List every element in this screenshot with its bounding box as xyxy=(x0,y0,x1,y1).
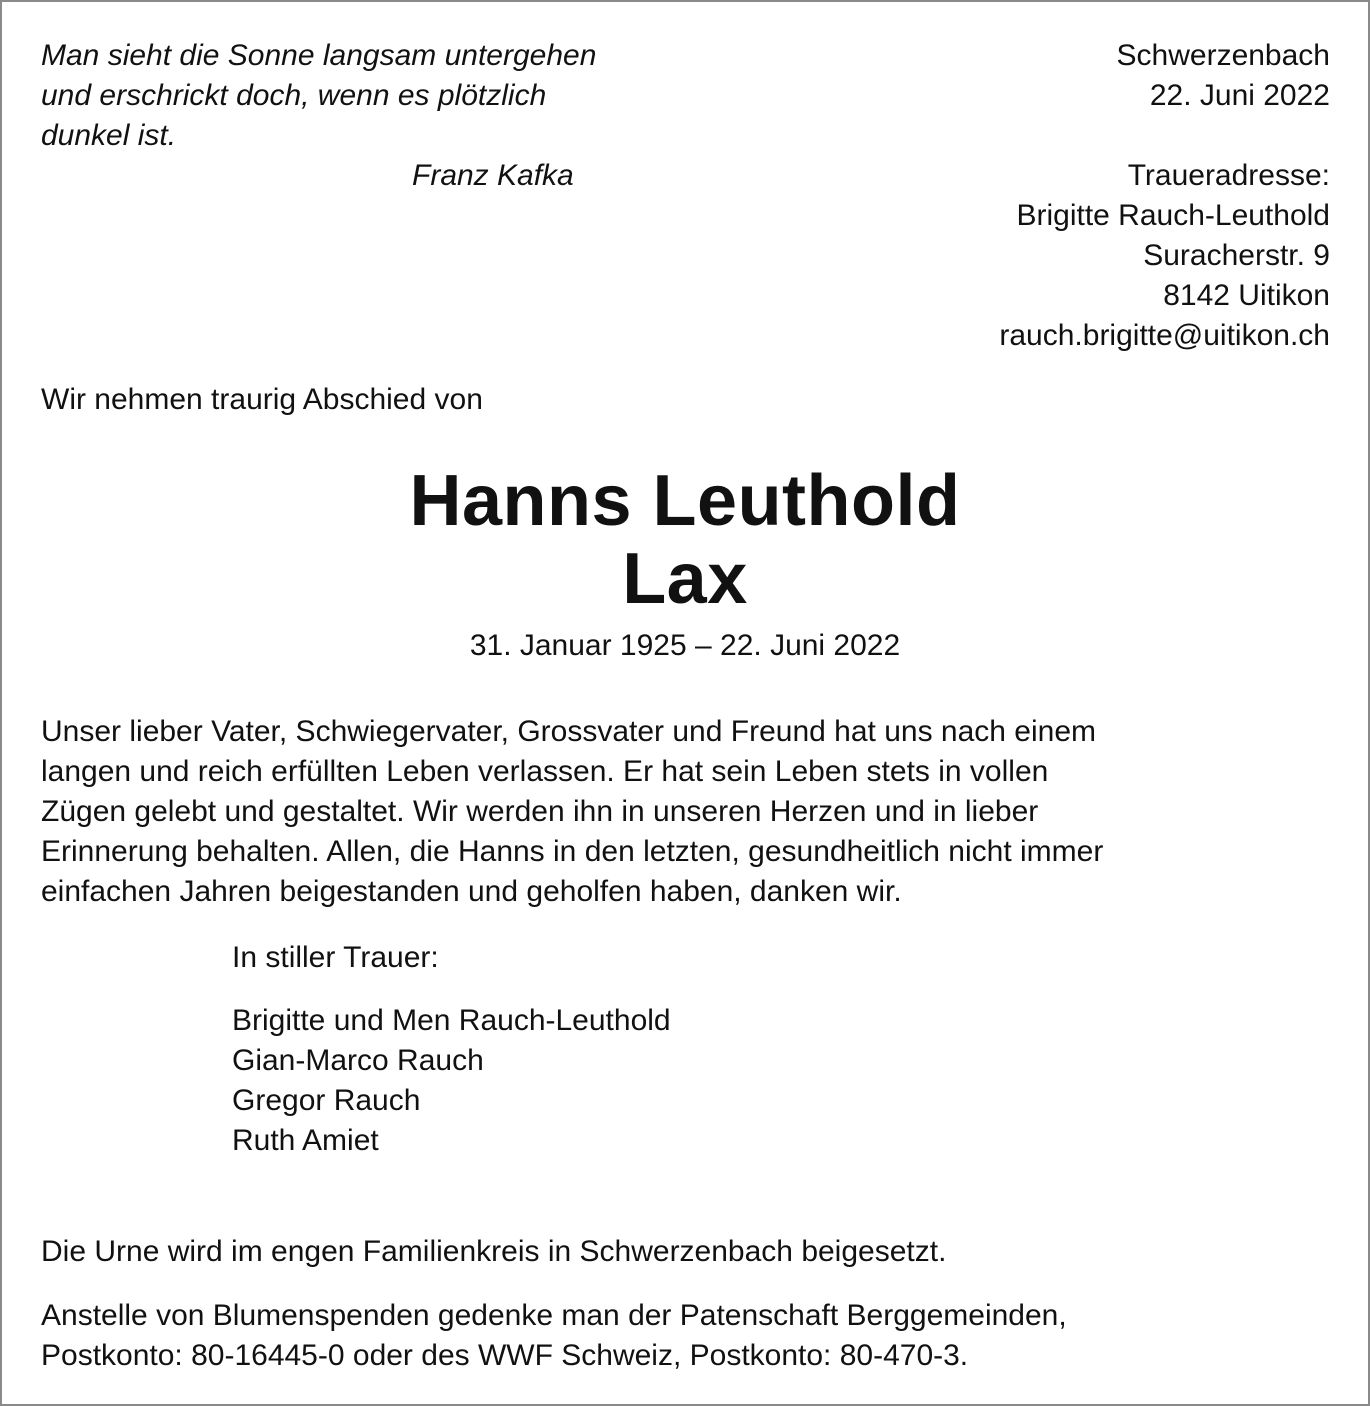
body-line: Zügen gelebt und gestaltet. Wir werden ihn in unseren Herzen und in lieber xyxy=(41,795,1039,828)
body-line: einfachen Jahren beigestanden und geholfen haben, danken wir. xyxy=(41,875,902,908)
place-date xyxy=(1117,36,1330,116)
body-line: Erinnerung behalten. Allen, die Hanns in den letzten, gesundheitlich nicht immer xyxy=(41,835,1104,868)
address-label: Traueradresse: xyxy=(1127,159,1330,192)
address-email: rauch.brigitte@uitikon.ch xyxy=(999,319,1330,352)
donation-note xyxy=(41,1296,1067,1376)
quote-line: dunkel ist. xyxy=(41,119,177,152)
donation-line: Anstelle von Blumenspenden gedenke man der Patenschaft Berggemeinden, xyxy=(41,1299,1067,1332)
intro-text: Wir nehmen traurig Abschied von xyxy=(41,383,483,416)
mourning-label: In stiller Trauer: xyxy=(232,941,439,974)
body-line: langen und reich erfüllten Leben verlassen. Er hat sein Leben stets in vollen xyxy=(41,755,1049,788)
family-member: Ruth Amiet xyxy=(232,1124,379,1157)
date: 22. Juni 2022 xyxy=(1149,79,1330,112)
donation-line: Postkonto: 80-16445-0 oder des WWF Schweiz, Postkonto: 80-470-3. xyxy=(41,1339,969,1372)
kafka-quote xyxy=(41,36,741,156)
family-list xyxy=(232,1001,671,1161)
address-city: 8142 Uitikon xyxy=(1163,279,1330,312)
family-member: Brigitte und Men Rauch-Leuthold xyxy=(232,1004,671,1037)
urn-note: Die Urne wird im engen Familienkreis in Schwerzenbach beigesetzt. xyxy=(41,1235,947,1268)
quote-line: Man sieht die Sonne langsam untergehen xyxy=(41,39,597,72)
address-street: Suracherstr. 9 xyxy=(1143,239,1330,272)
quote-line: und erschrickt doch, wenn es plötzlich xyxy=(41,79,547,112)
life-dates: 31. Januar 1925 – 22. Juni 2022 xyxy=(469,629,901,662)
address-name: Brigitte Rauch-Leuthold xyxy=(1016,199,1330,232)
family-member: Gian-Marco Rauch xyxy=(232,1044,484,1077)
family-member: Gregor Rauch xyxy=(232,1084,421,1117)
obituary-text xyxy=(41,712,1103,912)
deceased-name xyxy=(0,462,1370,618)
deceased-name-line2: Lax xyxy=(622,539,748,619)
mourning-address xyxy=(999,156,1330,356)
quote-author: Franz Kafka xyxy=(412,159,574,192)
deceased-name-line1: Hanns Leuthold xyxy=(409,461,961,541)
body-line: Unser lieber Vater, Schwiegervater, Grossvater und Freund hat uns nach einem xyxy=(41,715,1096,748)
place: Schwerzenbach xyxy=(1116,39,1330,72)
